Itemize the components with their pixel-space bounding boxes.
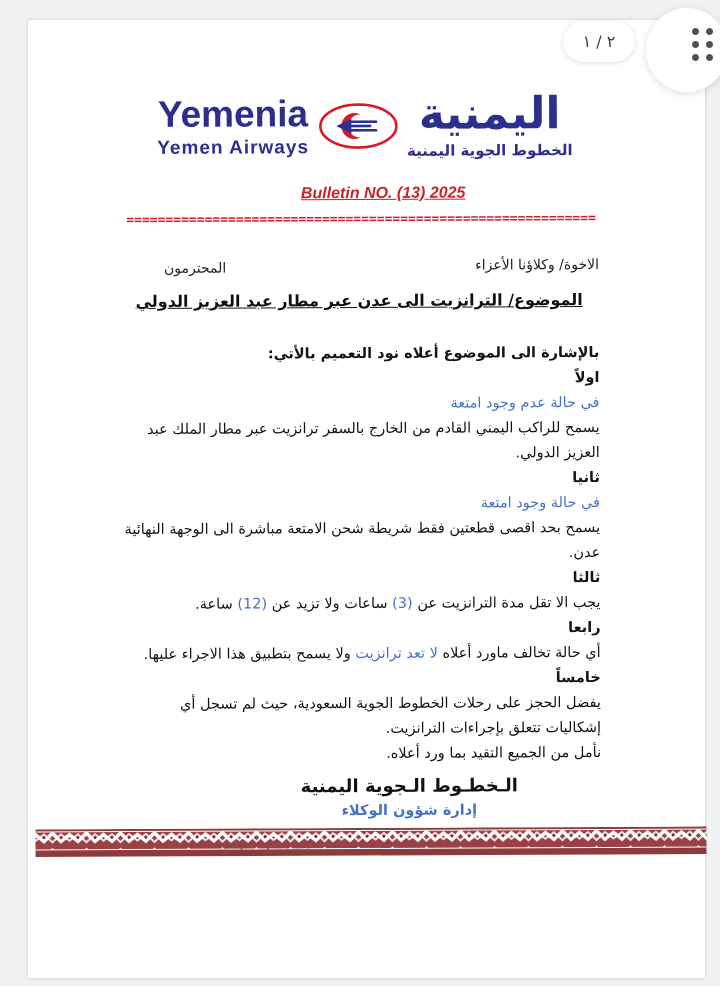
letter-body bbox=[119, 257, 602, 853]
signature-department: إدارة شؤون الوكلاء bbox=[341, 802, 478, 820]
section-3-label: ثالثا bbox=[572, 569, 601, 587]
intro-line: بالإشارة الى الموضوع أعلاه نود التعميم بالأتي: bbox=[267, 344, 600, 363]
greeting-addressees: الاخوة/ وكلاؤنا الأعزاء bbox=[475, 256, 600, 274]
section-5-body: يفضل الحجز على رحلات الخطوط الجوية السعودية، حيث لم تسجل أي إشكاليات تتعلق بإجراءات الترانزيت. bbox=[180, 694, 602, 737]
section-3-body bbox=[120, 591, 600, 618]
section-1-label: اولاً bbox=[574, 369, 600, 387]
page-indicator bbox=[563, 21, 635, 62]
hours-max-value: (12) bbox=[237, 596, 268, 613]
section-1-body: يسمح للراكب اليمني القادم من الخارج بالسفر ترانزيت عبر مطار الملك عبد العزيز الدولي. bbox=[147, 419, 600, 462]
section-4-body bbox=[121, 641, 601, 668]
logo-subtitle-en: Yemen Airways bbox=[157, 137, 310, 159]
page-indicator-label: ٢ / ١ bbox=[582, 32, 616, 51]
logo-english-block bbox=[157, 95, 309, 158]
greeting-row bbox=[119, 257, 599, 281]
text-part: ساعة. bbox=[195, 596, 238, 613]
section-5-label: خامساً bbox=[555, 669, 601, 687]
logo-subtitle-ar: الخطوط الجوية اليمنية bbox=[406, 141, 573, 160]
signature-company: الـخطـوط الـجوية اليمنية bbox=[300, 775, 518, 798]
bulletin-text bbox=[119, 341, 601, 768]
closing-line: نأمل من الجميع التقيد بما ورد أعلاه. bbox=[386, 744, 602, 762]
highlighted-phrase: لا تعد ترانزيت bbox=[355, 645, 438, 663]
section-1-subheading: في حالة عدم وجود امتعة bbox=[450, 394, 600, 412]
bulletin-title: Bulletin NO. (13) 2025 bbox=[300, 184, 466, 203]
separator-line: ============================================================ bbox=[126, 210, 596, 229]
logo-arabic-block bbox=[406, 88, 573, 160]
subject-line: الموضوع/ الترانزيت الى عدن عبر مطار عبد العزيز الدولي bbox=[135, 290, 583, 312]
logo-brand-ar: اليمنية bbox=[418, 88, 561, 140]
text-part: يجب الا تقل مدة الترانزيت عن bbox=[412, 594, 601, 612]
grid-menu-button[interactable] bbox=[646, 8, 720, 92]
yemenia-bird-emblem-icon bbox=[317, 101, 399, 151]
document-page[interactable] bbox=[28, 20, 705, 978]
section-2-subheading: في حالة وجود امتعة bbox=[480, 494, 601, 512]
grid-dots-icon bbox=[692, 28, 713, 61]
greeting-honorific: المحترمون bbox=[163, 260, 227, 277]
yemenia-logo bbox=[26, 88, 703, 161]
text-part: ولا يسمح بتطبيق هذا الاجراء عليها. bbox=[143, 646, 356, 663]
text-part: أي حالة تخالف ماورد أعلاه bbox=[437, 644, 601, 662]
decorative-footer-border bbox=[35, 827, 706, 858]
section-2-body: يسمح بحد اقصى قطعتين فقط شريطة شحن الامتعة مباشرة الى الوجهة النهائية عدن. bbox=[124, 519, 601, 562]
hours-min-value: (3) bbox=[392, 595, 413, 612]
section-4-label: رابعا bbox=[568, 619, 601, 637]
logo-brand-en: Yemenia bbox=[157, 93, 309, 135]
signature-block bbox=[169, 774, 649, 822]
document-content bbox=[26, 19, 707, 980]
text-part: ساعات ولا تزيد عن bbox=[267, 595, 393, 613]
section-2-label: ثانيا bbox=[572, 469, 600, 487]
